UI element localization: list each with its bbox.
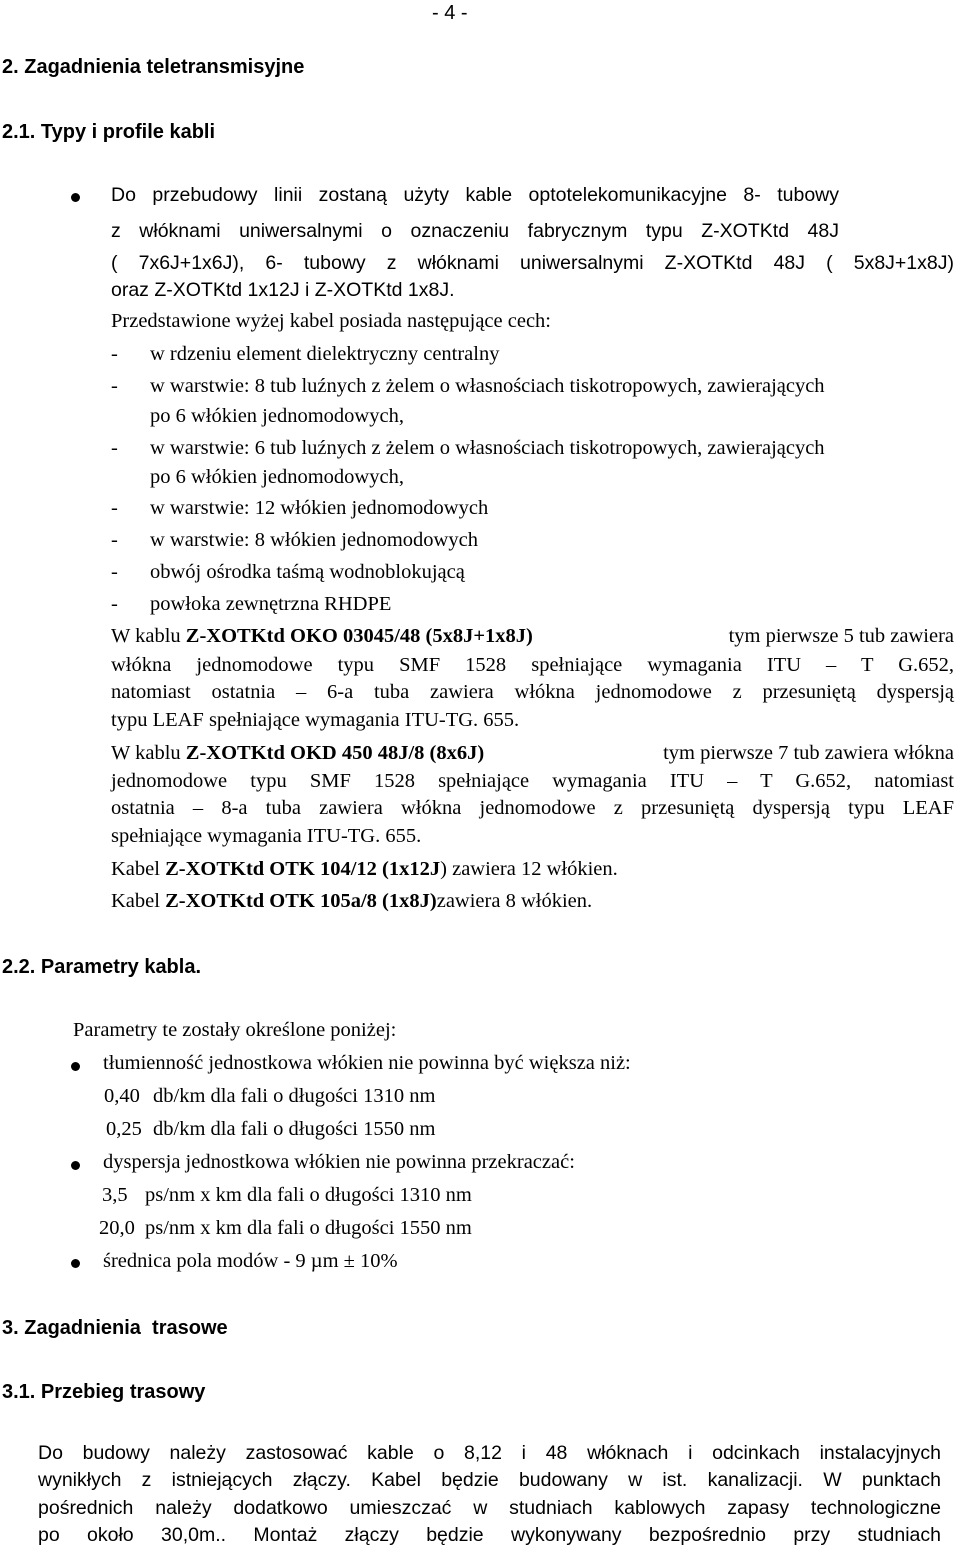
intro-line-2: z włóknami uniwersalnymi o oznaczeniu fabrycznym typu Z-XOTKtd 48J: [111, 220, 839, 242]
feature-dash: -: [111, 593, 118, 615]
intro-line-4: oraz Z-XOTKtd 1x12J i Z-XOTKtd 1x8J.: [111, 279, 455, 301]
otk105-prefix: Kabel: [111, 890, 166, 912]
oko-line-1: [111, 625, 954, 648]
route-para-line-2: wynikłych z istniejących złączy. Kabel będzie budowany w ist. kanalizacji. W punktach: [38, 1469, 941, 1491]
dispersion-label: dyspersja jednostkowa włókien nie powinna przekraczać:: [103, 1151, 575, 1173]
feature-dash: -: [111, 529, 118, 551]
section-2-1-heading: 2.1. Typy i profile kabli: [2, 121, 216, 143]
otk105-line: [111, 890, 592, 913]
oko-line-4: typu LEAF spełniające wymagania ITU-TG. 655.: [111, 709, 520, 731]
attenuation-label: tłumienność jednostkowa włókien nie powinna być większa niż:: [103, 1052, 631, 1074]
attenuation-row: [104, 1085, 435, 1108]
dispersion-text: ps/nm x km dla fali o długości 1550 nm: [145, 1217, 472, 1239]
bullet-icon: [71, 193, 80, 202]
route-para-line-3: pośrednich należy dodatkowo umieszczać w studniach kablowych zapasy technologiczne: [38, 1497, 941, 1519]
feature-text: w warstwie: 6 tub luźnych z żelem o własnościach tiskotropowych, zawierających: [150, 437, 825, 459]
attenuation-text: db/km dla fali o długości 1550 nm: [153, 1118, 436, 1140]
okd-line-2: jednomodowe typu SMF 1528 spełniające wymagania ITU – T G.652, natomiast: [111, 770, 954, 792]
otk104-line: [111, 858, 618, 881]
route-para-line-4: po około 30,0m.. Montaż złączy będzie wykonywany bezpośrednio przy studniach: [38, 1524, 941, 1546]
okd-line-1: [111, 742, 954, 765]
oko-line-2: włókna jednomodowe typu SMF 1528 spełniające wymagania ITU – T G.652,: [111, 654, 954, 676]
otk105-cable-name: Z-XOTKtd OTK 105a/8 (1x8J): [165, 890, 437, 912]
otk104-rest: ) zawiera 12 włókien.: [440, 858, 618, 880]
dispersion-text: ps/nm x km dla fali o długości 1310 nm: [145, 1184, 472, 1206]
feature-text: w warstwie: 8 tub luźnych z żelem o własnościach tiskotropowych, zawierających: [150, 375, 825, 397]
dispersion-row: [99, 1217, 472, 1240]
bullet-icon: [71, 1062, 80, 1071]
oko-line-3: natomiast ostatnia – 6-a tuba zawiera włókna jednomodowe z przesuniętą dyspersją: [111, 681, 954, 703]
section-2-2-heading: 2.2. Parametry kabla.: [2, 956, 202, 978]
feature-dash: -: [111, 375, 118, 397]
feature-text: w warstwie: 12 włókien jednomodowych: [150, 497, 489, 519]
bullet-icon: [71, 1161, 80, 1170]
mode-field-diameter: średnica pola modów - 9 µm ± 10%: [103, 1250, 398, 1272]
attenuation-text: db/km dla fali o długości 1310 nm: [153, 1085, 436, 1107]
otk105-rest: zawiera 8 włókien.: [436, 890, 593, 912]
oko-prefix: W kablu: [111, 625, 186, 647]
okd-prefix: W kablu: [111, 742, 186, 764]
feature-dash: -: [111, 437, 118, 459]
oko-cable-name: Z-XOTKtd OKO 03045/48 (5x8J+1x8J): [185, 625, 533, 647]
dispersion-row: [102, 1184, 472, 1207]
dispersion-value: 20,0: [99, 1217, 135, 1239]
okd-cable-name: Z-XOTKtd OKD 450 48J/8 (8x6J): [185, 742, 485, 764]
section-3-heading: 3. Zagadnienia trasowe: [2, 1317, 228, 1339]
feature-text: w warstwie: 8 włókien jednomodowych: [150, 529, 478, 551]
otk104-prefix: Kabel: [111, 858, 166, 880]
attenuation-value: 0,25: [106, 1118, 142, 1140]
feature-text: po 6 włókien jednomodowych,: [150, 405, 404, 427]
section-3-1-heading: 3.1. Przebieg trasowy: [2, 1381, 206, 1403]
feature-text: obwój ośrodka taśmą wodnoblokującą: [150, 561, 465, 583]
okd-rest: tym pierwsze 7 tub zawiera włókna: [663, 742, 954, 764]
oko-rest: tym pierwsze 5 tub zawiera: [728, 625, 954, 647]
feature-text: w rdzeniu element dielektryczny centralny: [150, 343, 500, 365]
dispersion-value: 3,5: [102, 1184, 128, 1206]
bullet-icon: [71, 1259, 80, 1268]
feature-text: powłoka zewnętrzna RHDPE: [150, 593, 392, 615]
params-intro: Parametry te zostały określone poniżej:: [73, 1019, 397, 1041]
attenuation-row: [106, 1118, 435, 1141]
section-2-heading: 2. Zagadnienia teletransmisyjne: [2, 56, 305, 78]
features-intro: Przedstawione wyżej kabel posiada następujące cech:: [111, 310, 551, 332]
otk104-cable-name: Z-XOTKtd OTK 104/12 (1x12J: [165, 858, 441, 880]
attenuation-value: 0,40: [104, 1085, 140, 1107]
okd-line-3: ostatnia – 8-a tuba zawiera włókna jednomodowe z przesuniętą dyspersją typu LEAF: [111, 797, 954, 819]
okd-line-4: spełniające wymagania ITU-TG. 655.: [111, 825, 422, 847]
intro-line-3: ( 7x6J+1x6J), 6- tubowy z włóknami uniwersalnymi Z-XOTKtd 48J ( 5x8J+1x8J): [111, 252, 954, 274]
feature-text: po 6 włókien jednomodowych,: [150, 466, 404, 488]
page-number: - 4 -: [432, 2, 468, 24]
feature-dash: -: [111, 497, 118, 519]
intro-line-1: Do przebudowy linii zostaną użyty kable optotelekomunikacyjne 8- tubowy: [111, 184, 839, 206]
feature-dash: -: [111, 561, 118, 583]
feature-dash: -: [111, 343, 118, 365]
route-para-line-1: Do budowy należy zastosować kable o 8,12 i 48 włóknach i odcinkach instalacyjnych: [38, 1442, 941, 1464]
